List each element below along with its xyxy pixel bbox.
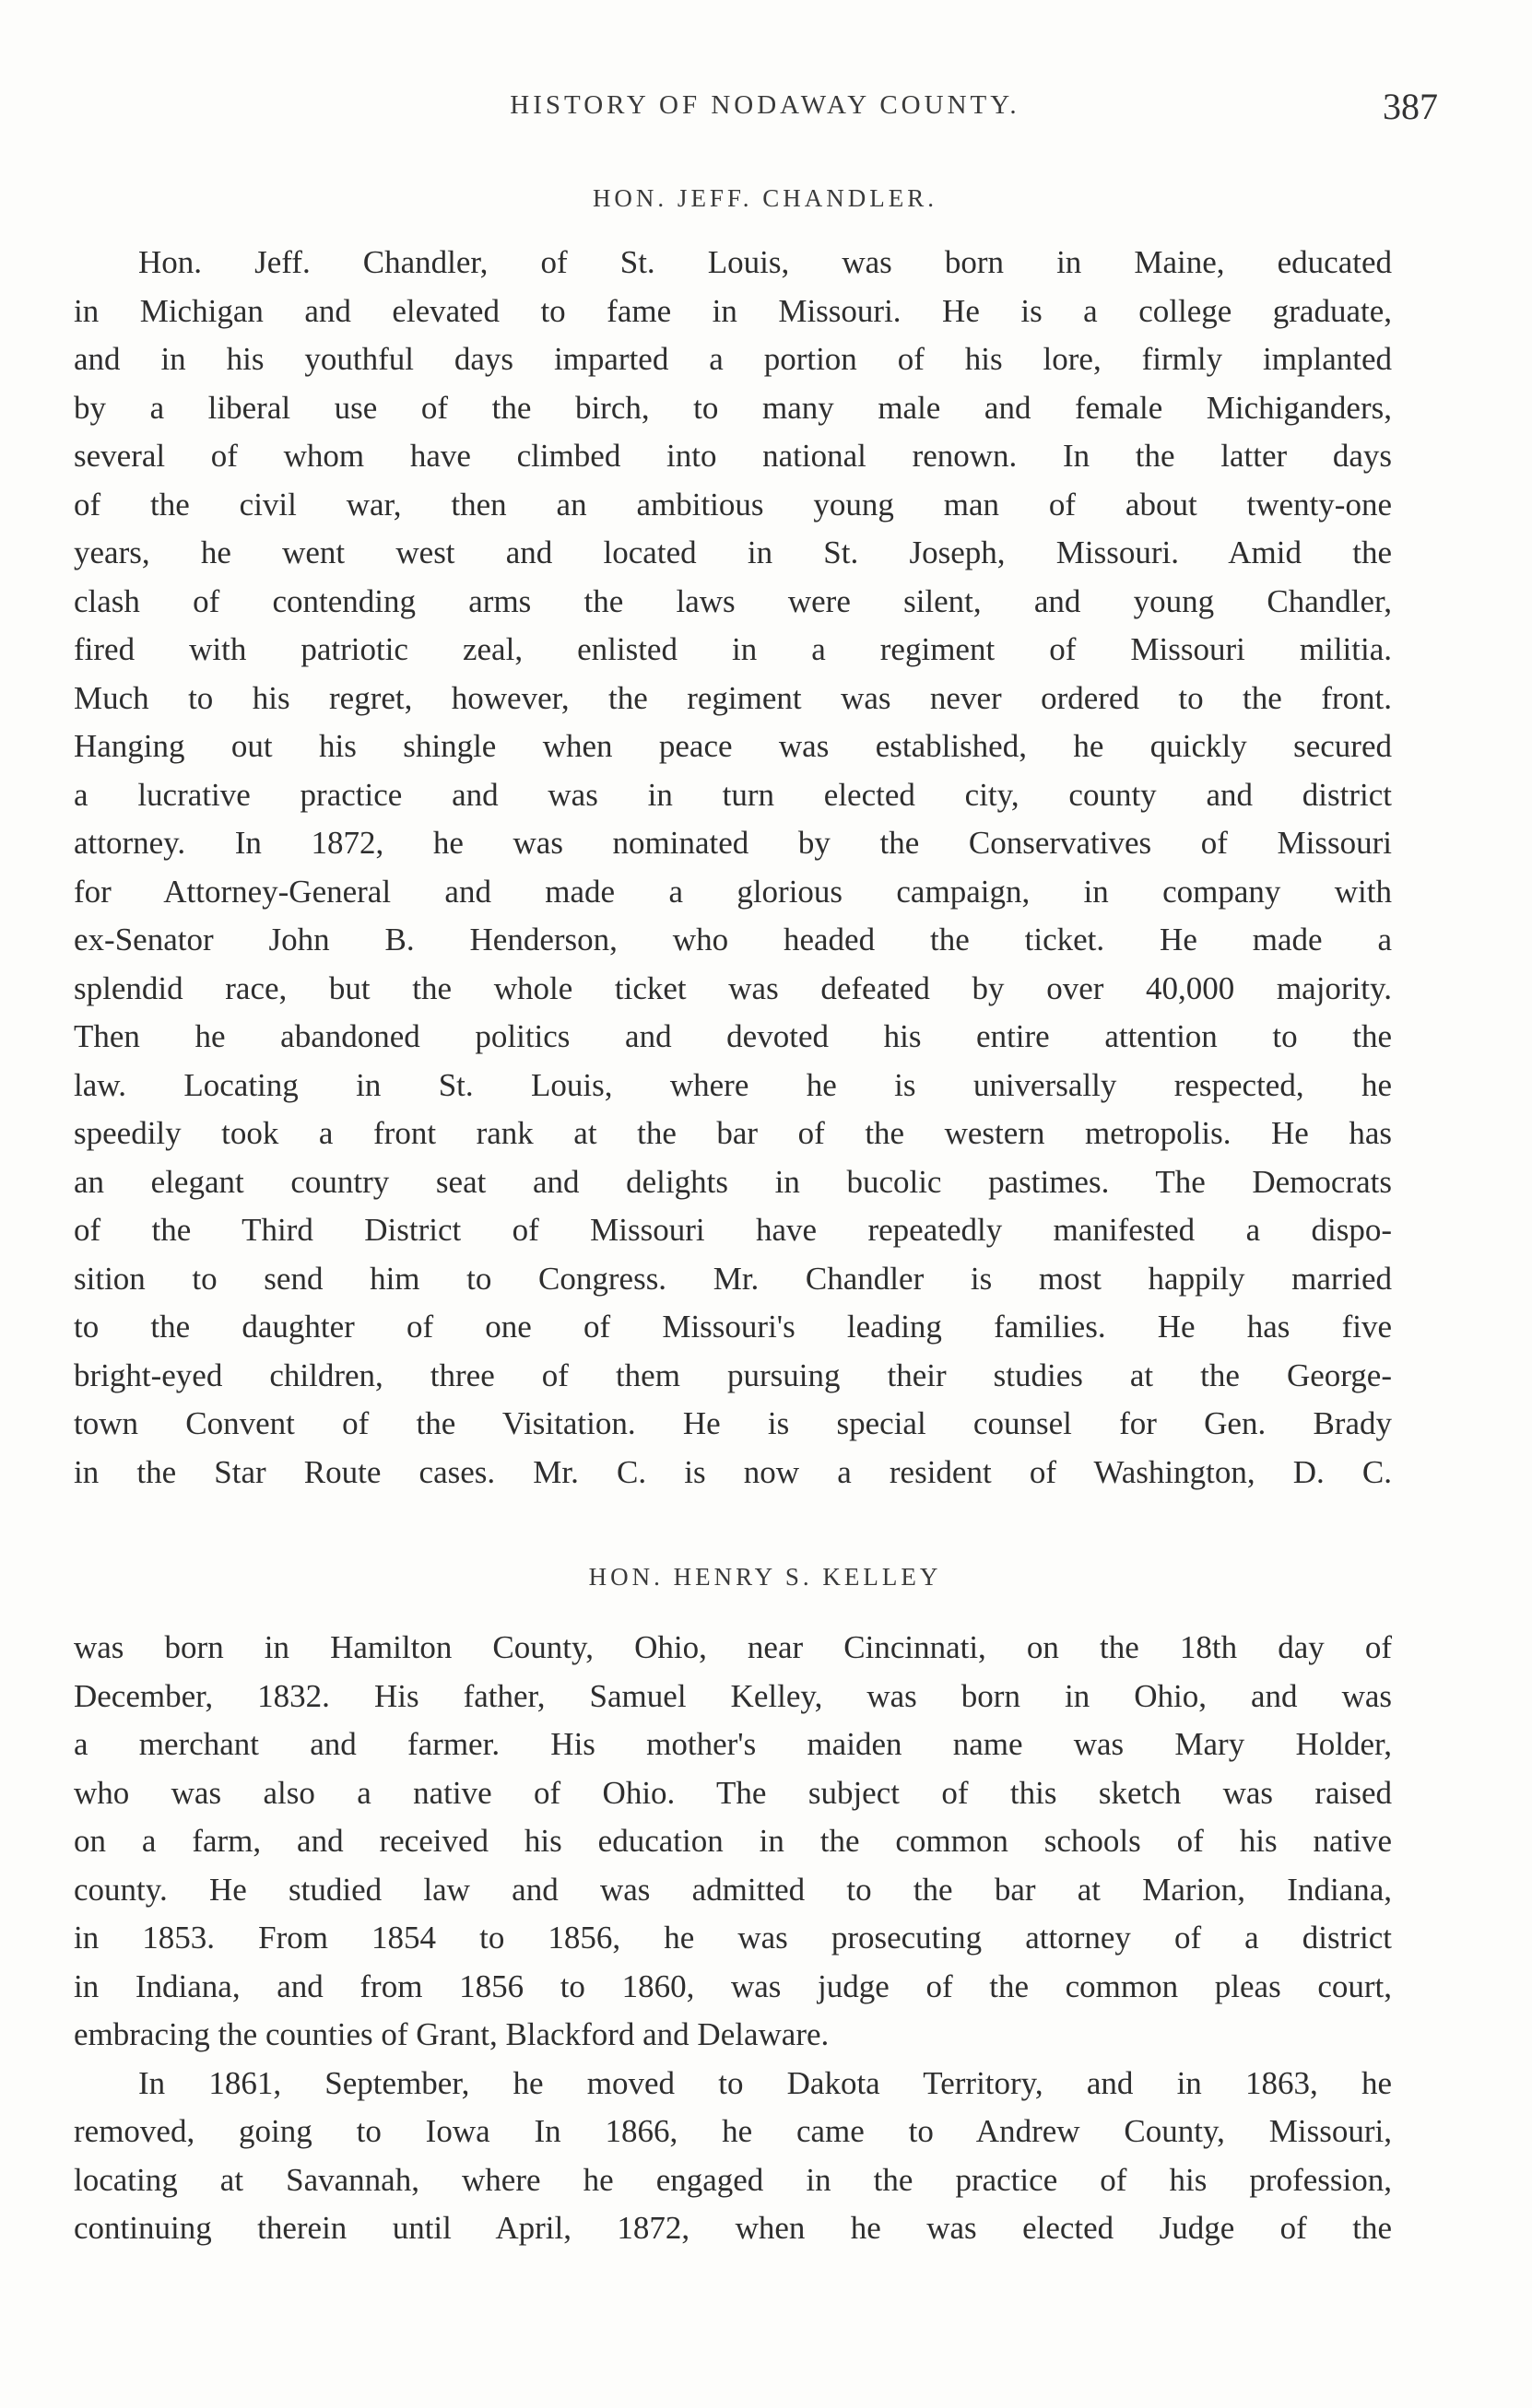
kelley-paragraph-1 xyxy=(74,1624,1392,2253)
text-line: of the Third District of Missouri have repeatedly manifested a dispo- xyxy=(74,1212,1392,1248)
text-line: in the Star Route cases. Mr. C. is now a resident of Washington, D. C. xyxy=(74,1453,1392,1490)
chandler-biography xyxy=(74,239,1392,1497)
text-line: town Convent of the Visitation. He is special counsel for Gen. Brady xyxy=(74,1405,1392,1441)
text-line: a lucrative practice and was in turn elected city, county and district xyxy=(74,776,1392,813)
text-line: in Indiana, and from 1856 to 1860, was judge of the common pleas court, xyxy=(74,1968,1392,2004)
text-line: for Attorney-General and made a glorious campaign, in company with xyxy=(74,873,1392,910)
text-line: who was also a native of Ohio. The subject of this sketch was raised xyxy=(74,1774,1392,1811)
text-line: splendid race, but the whole ticket was defeated by over 40,000 majority. xyxy=(74,969,1392,1006)
text-line: law. Locating in St. Louis, where he is universally respected, he xyxy=(74,1066,1392,1103)
text-line: and in his youthful days imparted a portion of his lore, firmly implanted xyxy=(74,341,1392,377)
text-line: removed, going to Iowa In 1866, he came to Andrew County, Missouri, xyxy=(74,2113,1392,2149)
running-head xyxy=(74,85,1456,131)
text-line: locating at Savannah, where he engaged in the practice of his profession, xyxy=(74,2161,1392,2198)
text-line: in 1853. From 1854 to 1856, he was prosecuting attorney of a district xyxy=(74,1920,1392,1956)
page-number: 387 xyxy=(1383,86,1438,127)
text-line: several of whom have climbed into national renown. In the latter days xyxy=(74,438,1392,474)
text-line: attorney. In 1872, he was nominated by the Conservatives of Missouri xyxy=(74,825,1392,861)
text-line: Much to his regret, however, the regiment was never ordered to the front. xyxy=(74,679,1392,716)
text-line: ex-Senator John B. Henderson, who headed the ticket. He made a xyxy=(74,922,1392,957)
text-line: years, he went west and located in St. Joseph, Missouri. Amid the xyxy=(74,534,1392,570)
text-line: continuing therein until April, 1872, when he was elected Judge of the xyxy=(74,2210,1392,2246)
text-line: a merchant and farmer. His mother's maiden name was Mary Holder, xyxy=(74,1726,1392,1762)
text-line: embracing the counties of Grant, Blackford and Delaware. xyxy=(74,2016,830,2052)
text-line: In 1861, September, he moved to Dakota Territory, and in 1863, he xyxy=(138,2064,1392,2101)
text-line: county. He studied law and was admitted to the bar at Marion, Indiana, xyxy=(74,1871,1392,1908)
text-line: Hanging out his shingle when peace was established, he quickly secured xyxy=(74,728,1392,764)
text-line: of the civil war, then an ambitious young man of about twenty-one xyxy=(74,486,1392,523)
text-line: on a farm, and received his education in the common schools of his native xyxy=(74,1823,1392,1859)
text-line: fired with patriotic zeal, enlisted in a regiment of Missouri militia. xyxy=(74,631,1392,667)
text-line: Hon. Jeff. Chandler, of St. Louis, was born in Maine, educated xyxy=(138,244,1392,280)
section-heading-chandler: HON. JEFF. CHANDLER. xyxy=(592,184,938,212)
section-heading-kelley: HON. HENRY S. KELLEY xyxy=(588,1563,942,1591)
text-line: in Michigan and elevated to fame in Missouri. He is a college graduate, xyxy=(74,292,1392,329)
text-line: an elegant country seat and delights in bucolic pastimes. The Democrats xyxy=(74,1163,1392,1200)
text-line: speedily took a front rank at the bar of the western metropolis. He has xyxy=(74,1115,1392,1151)
text-line: by a liberal use of the birch, to many male and female Michiganders, xyxy=(74,389,1392,426)
text-line: bright-eyed children, three of them pursuing their studies at the George- xyxy=(74,1357,1392,1393)
text-line: December, 1832. His father, Samuel Kelley, was born in Ohio, and was xyxy=(74,1677,1392,1714)
text-line: Then he abandoned politics and devoted his entire attention to the xyxy=(74,1018,1392,1054)
running-title: HISTORY OF NODAWAY COUNTY. xyxy=(510,90,1020,120)
text-line: to the daughter of one of Missouri's leading families. He has five xyxy=(74,1309,1392,1345)
text-line: was born in Hamilton County, Ohio, near Cincinnati, on the 18th day of xyxy=(74,1629,1392,1665)
text-line: sition to send him to Congress. Mr. Chandler is most happily married xyxy=(74,1260,1392,1297)
text-line: clash of contending arms the laws were silent, and young Chandler, xyxy=(74,582,1392,619)
